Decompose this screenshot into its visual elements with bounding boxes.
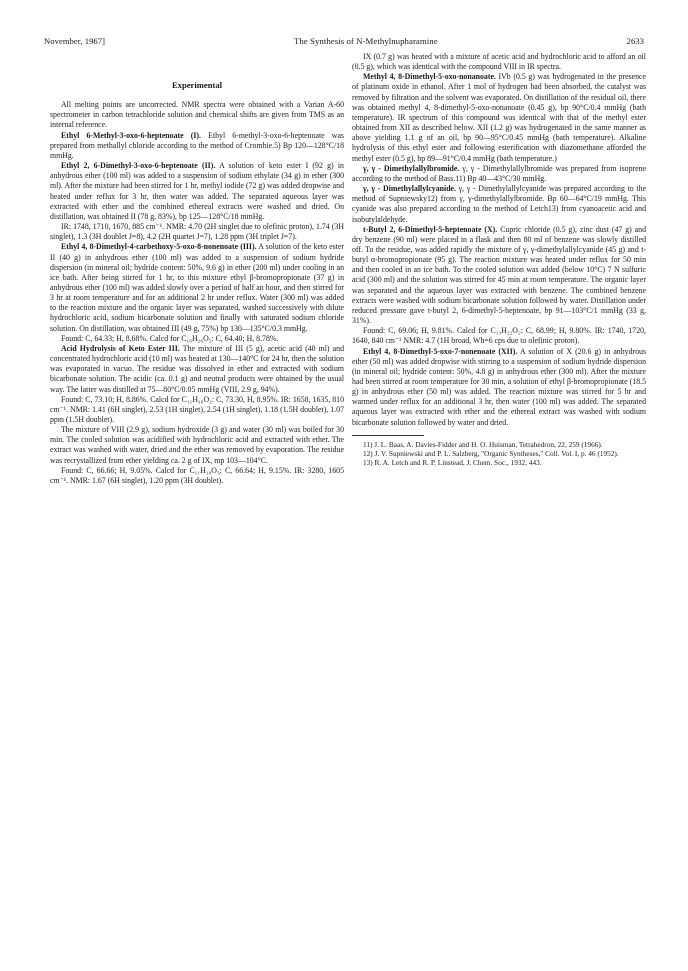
compound-heading: Acid Hydrolysis of Keto Ester III. [61,343,180,353]
paragraph [50,161,344,222]
paragraph [50,466,344,486]
paragraph-text: The mixture of VIII (2.9 g), sodium hydroxide (3 g) and water (30 ml) was boiled for 30 min. The cooled solution was acidified with hydrochloric acid and extracted with ether. The extract was washed with water, dried and the ether was removed by evaporation. The residue was recrystallized from ether yielding ca. 2 g of IX, mp 103—104°C. [50,425,344,465]
right-paragraphs [352,52,646,428]
paragraph-text: Cupric chloride (0.5 g), zinc dust (47 g) and dry benzene (90 ml) were placed in a flask and then 80 ml of benzene was slowly distilled off. To the residue, was added rapidly the mixture of γ, γ-dimethylallylcyanide (45 g) and t-butyl α-bromopropionate (95 g). The reaction mixture was heated under reflux for 50 min and then cooled in an ice bath. To the cooled solution was added (below 10°C) 7 N sulfuric acid (300 ml) and the solution was stirred for 45 min at room temperature. The organic layer was separated and the aqueous layer was extracted with benzene. The combined benzene extracts were washed with sodium bicarbonate solution followed by water. Distillation under reduced pressure gave t-butyl 2, 6-dimethyl-5-heptenoate, bp 91—103°C/1 mmHg (33 g, 31%). [352,224,646,326]
paragraph [50,344,344,395]
page-number: 2633 [626,36,644,46]
compound-heading: Methyl 4, 8-Dimethyl-5-oxo-nonanoate. [363,72,496,82]
running-title: The Synthesis of N-Methylnupharamine [293,36,438,46]
paragraph [352,347,646,428]
paragraph [50,222,344,242]
paragraph-text: γ, γ - Dimethylallylcyanide was prepared according to the method of Supniewsky12) from γ, γ-dimethylallylbromide. Bp 60—64°C/19 mmHg. This cyanide was also prepared according to the method of Letch13) from cyanoacetic acid and isobutylaldehyde. [352,184,646,224]
paragraph-text: A solution of X (20.6 g) in anhydrous ether (50 ml) was added dropwise with stirring to a suspension of sodium hydride dispersion (in mineral oil; hydride content: 50%, 4.8 g) in anhydrous ether (300 ml). After the mixture had been stirred at room temperature for 30 min, a solution of ethyl β-bromopropionate (18.5 g) in anhydrous ether (50 ml) was added. The reaction mixture was stirred for 5 hr and warmed under reflux for an additional 3 hr, then water (100 ml) was added. The separated aqueous layer was extracted with ether and the ethereal extract was washed with sodium bicarbonate solution followed by water and dried. [352,346,646,427]
paragraph [50,425,344,466]
compound-heading: Ethyl 2, 6-Dimethyl-3-oxo-6-heptenoate (II). [61,161,216,171]
paragraph [352,164,646,184]
section-title: Experimental [171,80,223,90]
paragraph-text: The mixture of III (5 g), acetic acid (40 ml) and concentrated hydrochloric acid (10 ml) was heated at 130—140°C for 24 hr, then the solution was evaporated in vacuo. The residue was dissolved in ether and extracted with sodium bicarbonate solution. The acidic (ca. 0.1 g) and neutral products were obtained by the usual way. The latter was distilled at 75—80°C/0.05 mmHg (VIII, 2.9 g, 94%). [50,343,344,394]
paragraph-text: Found: C, 73.10; H, 8.86%. Calcd for C₁₁H₁₆O₂: C, 73.30, H, 8.95%. IR: 1658, 1635, 810 cm⁻¹. NMR: 1.41 (6H singlet), 2.53 (1H singlet), 2.54 (1H singlet), 1.18 (1.5H doublet), 1.07 ppm (1.5H doublet). [50,394,344,424]
paragraph-text: γ, γ - Dimethylallylbromide was prepared from isoprene according to the method of Bass.11) Bp 40—43°C/30 mmHg. [352,163,646,183]
paragraph [50,334,344,344]
paragraph-text: IR: 1748, 1710, 1670, 885 cm⁻¹. NMR: 4.70 (2H singlet due to olefinic proton), 1.74 (3H singlet), 1.3 (3H doublet J=8), 4.2 (2H quartet J=7), 1.28 ppm (3H triplet J=7). [50,222,344,242]
compound-heading: Ethyl 6-Methyl-3-oxo-6-heptenoate (I). [61,130,201,140]
compound-heading: γ, γ - Dimethylallylbromide. [363,163,460,173]
paragraph-text: Found: C, 69.06; H, 9.81%. Calcd for C₁₃H₂₂O₂: C, 68.99; H, 9.80%. IR: 1740, 1720, 1640, 840 cm⁻¹ NMR: 4.7 (1H broad, Wh=6 cps due to olefinic proton). [352,326,646,346]
paragraph-text: A solution of the keto ester II (40 g) in anhydrous ether (100 ml) was added to a suspension of sodium hydride dispersion (in mineral oil; hydride content: 50%, 9.6 g) in ether (200 ml) under cooling in an ice bath. After being stirred for 1 hr, to this mixture ethyl β-bromopropionate (37 g) in anhydrous ether (100 ml) was added slowly over a period of half an hour, and then stirred for 3 hr at room temperature and for an additional 2 hr under reflux. Water (300 ml) was added to the reaction mixture and the organic layer was separated, washed successively with dilute hydrochloric acid, sodium bicarbonate solution and finally with saturated sodium chloride solution. On distillation, was obtained III (49 g, 75%) bp 130—135°C/0.3 mmHg. [50,242,344,333]
paragraph [50,131,344,161]
paragraph [50,242,344,333]
paragraph-text: All melting points are uncorrected. NMR spectra were obtained with a Varian A-60 spectrometer in carbon tetrachloride solution and chemical shifts are given from TMS as an internal reference. [50,100,344,130]
left-column [50,80,344,486]
paragraph [352,52,646,72]
paragraph-text: IVb (0.5 g) was hydrogenated in the presence of platinum oxide in ethanol. After 1 mol of hydrogen had been absorbed, the catalyst was removed by filtration and the solvent was evaporated. On distillation of the residual oil, there was obtained methyl 4, 8-dimethyl-5-oxo-nonanoate (0.45 g), bp 90°C/0.4 mmHg (bath temperature). IR spectrum of this compound was identical with that of the methyl ester obtained from XII as described below. XII (1.2 g) was hydrogenated in the same manner as above yielding 1.1 g of an oil, bp 90—95°C/0.45 mmHg (bath temperature). Alkaline hydrolysis of this ethyl ester and following esterification with diazomethane afforded the methyl ester (0.5 g), bp 89—91°C/0.4 mmHg (bath temperature.) [352,72,646,163]
compound-heading: γ, γ - Dimethylallylcyanide. [363,184,456,194]
paragraph [352,326,646,346]
compound-heading: t-Butyl 2, 6-Dimethyl-5-heptenoate (X). [363,224,498,234]
paragraph-text: A solution of keto ester I (92 g) in anhydrous ether (100 ml) was added to a suspension of sodium ethylate (34 g) in ether (300 ml). After the mixture had been stirred for 1 hr, methyl iodide (72 g) was added dropwise and heated under reflux for 3 hr, then water was added. The separated aqueous layer was extracted with ether and the combined ethereal extracts were washed and dried. On distillation, was obtained II (78 g, 83%), bp 125—128°C/18 mmHg. [50,161,344,221]
running-head [44,36,644,46]
paragraph [352,184,646,225]
paragraph [352,72,646,163]
reference-list [352,440,646,467]
left-paragraphs [50,100,344,486]
compound-heading: Ethyl 4, 8-Dimethyl-5-oxo-7-nonenoate (XII). [363,346,518,356]
paragraph-text: IX (0.7 g) was heated with a mixture of acetic acid and hydrochloric acid to afford an oil (0.5 g), which was identical with the compound VIII in IR spectra. [352,52,646,72]
paragraph [50,100,344,130]
paragraph [50,395,344,425]
footnote-rule [352,435,424,436]
paragraph [352,225,646,327]
compound-heading: Ethyl 4, 8-Dimethyl-4-carbethoxy-5-oxo-8-nonenoate (III). [61,242,257,252]
paragraph-text: Found: C, 66.66; H, 9.05%. Calcd for C₁₁H₁₈O₃: C, 66.64; H, 9.15%. IR: 3280, 1605 cm⁻¹. NMR: 1.67 (6H singlet), 1.20 ppm (3H doublet). [50,465,344,485]
paragraph-text: Ethyl 6-methyl-3-oxo-6-heptenoate was prepared from methallyl chloride according to the method of Crombie.5) Bp 120—128°C/18 mmHg. [50,130,344,160]
reference-item: 11) J. L. Baas, A. Davies-Fidder and H. O. Huisman, Tetrahedron, 22, 259 (1966). [363,439,603,449]
reference-item: 13) R. A. Letch and R. P. Linstead, J. Chem. Soc., 1932, 443. [363,457,542,467]
reference-item: 12) J. V. Supniewski and P. L. Salzberg, "Organic Syntheses," Coll. Vol. I, p. 46 (1952). [363,448,619,458]
right-column [352,52,646,467]
issue-date: November, 1967] [44,36,106,46]
paragraph-text: Found: C, 64.33; H, 8.68%. Calcd for C₁₆H₂₆O₅: C, 64.40; H, 8.78%. [61,333,279,343]
